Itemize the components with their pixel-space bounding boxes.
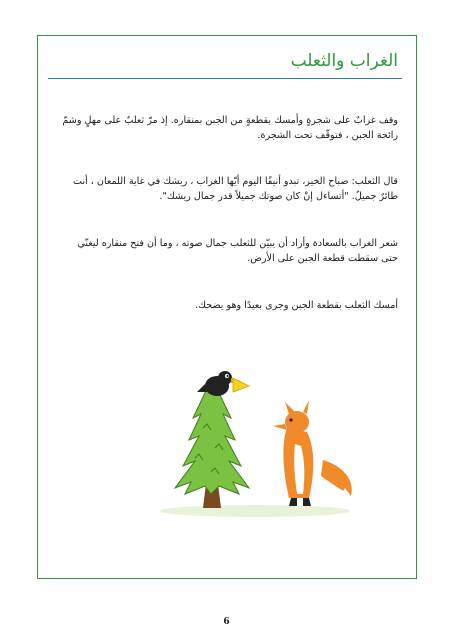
title-underline bbox=[48, 78, 402, 79]
crow-fox-tree-illustration bbox=[145, 348, 359, 520]
page-frame bbox=[37, 35, 417, 579]
cheese-icon bbox=[233, 378, 249, 392]
paragraph-4: أمسك الثعلب بقطعة الجبن وجرى بعيدًا وهو يضحك. bbox=[195, 300, 398, 311]
paragraph-2: قال الثعلب: صباح الخير، تبدو أنيقًا اليوم أيّها الغراب ، ريشك في غاية اللمعان ، أنت طائرٌ جميلٌ. "أتساءل إنْ كان صوتك جميلاً قدر جمال ريشك". bbox=[72, 176, 398, 202]
paragraph-1: وقف غرابٌ على شجرةٍ وأمسك بقطعةٍ من الجبن بمنقاره. إذ مرّ ثعلبٌ على مهلٍ وشمّ رائحة الجبن ، فتوقّف تحت الشجرة. bbox=[62, 115, 398, 141]
story-title: الغراب والثعلب bbox=[290, 51, 398, 71]
tree-icon bbox=[175, 378, 249, 494]
page-number: 6 bbox=[223, 617, 230, 627]
paragraph-3: شعر الغراب بالسعادة وأراد أن يبيّن للثعلب جمال صوته ، وما أن فتح منقاره ليغنّي حتى سقطت قطعة الجبن على الأرض. bbox=[77, 238, 398, 264]
fox-icon bbox=[273, 400, 352, 506]
ground-shadow bbox=[160, 505, 350, 517]
